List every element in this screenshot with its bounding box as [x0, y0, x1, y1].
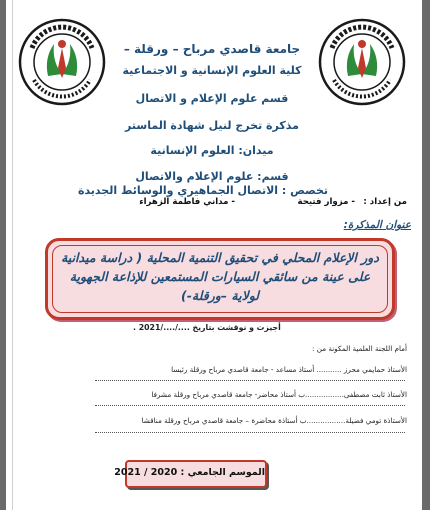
faculty-name: كلية العلوم الإنسانية و الاجتماعية	[122, 64, 302, 77]
title-label: عنوان المذكرة:	[343, 219, 411, 231]
thesis-title-frame	[45, 238, 395, 320]
department-name: قسم علوم الإعلام و الاتصال	[135, 92, 289, 105]
committee-heading: أمام اللجنة العلمية المكونة من :	[312, 344, 407, 353]
authors-row	[53, 197, 411, 211]
branch: قسم: علوم الإعلام والاتصال	[135, 170, 289, 183]
university-name: جامعة قاصدي مرباح – ورقلة –	[123, 42, 301, 56]
approval-date: أجيزت و نوقشت بتاريخ ..../..../2021 .	[133, 323, 281, 332]
viewer-right-scroll-area[interactable]	[422, 0, 430, 510]
thesis-title: دور الإعلام المحلي في تحقيق التنمية المحلية ( دراسة ميدانية على عينة من سائقي السيارات المستمعين للإذاعة الجهوية لولاية –ورقلة-)	[61, 250, 379, 303]
document-page	[13, 0, 421, 510]
author-2: - مداني فاطمة الزهراء	[139, 197, 235, 207]
memo-type: مذكرة تخرج لنيل شهادة الماستر	[125, 119, 299, 132]
signature-line-2	[95, 405, 405, 406]
prepared-by-label: من إعداد :	[363, 197, 407, 207]
field: ميدان: العلوم الإنسانية	[150, 144, 274, 157]
committee-member-3: الأستاذة تومي فضيلة.................ب أستاذة محاضرة – جامعة قاصدي مرباح ورقلة مناقشا	[141, 416, 407, 425]
signature-line-3	[95, 432, 405, 433]
specialty: تخصص : الاتصال الجماهيري والوسائط الجديدة	[77, 184, 329, 197]
viewer-left-edge	[0, 0, 6, 510]
university-logo-right	[318, 18, 406, 106]
academic-season-box	[114, 460, 267, 488]
signature-line-1	[95, 380, 405, 381]
committee-member-1: الأستاذ حمايمي محرز ........... أستاذ مساعد - جامعة قاصدي مرباح ورقلة رئيسا	[171, 365, 407, 374]
author-1: - مزوار فتيحة	[297, 197, 355, 207]
university-logo-left	[18, 18, 106, 106]
academic-season: الموسم الجامعي : 2020 / 2021	[114, 467, 265, 478]
committee-member-2: الأستاذ ثابت مصطفى.................ب أستاذ محاضر- جامعة قاصدي مرباح ورقلة مشرفا	[151, 390, 407, 399]
